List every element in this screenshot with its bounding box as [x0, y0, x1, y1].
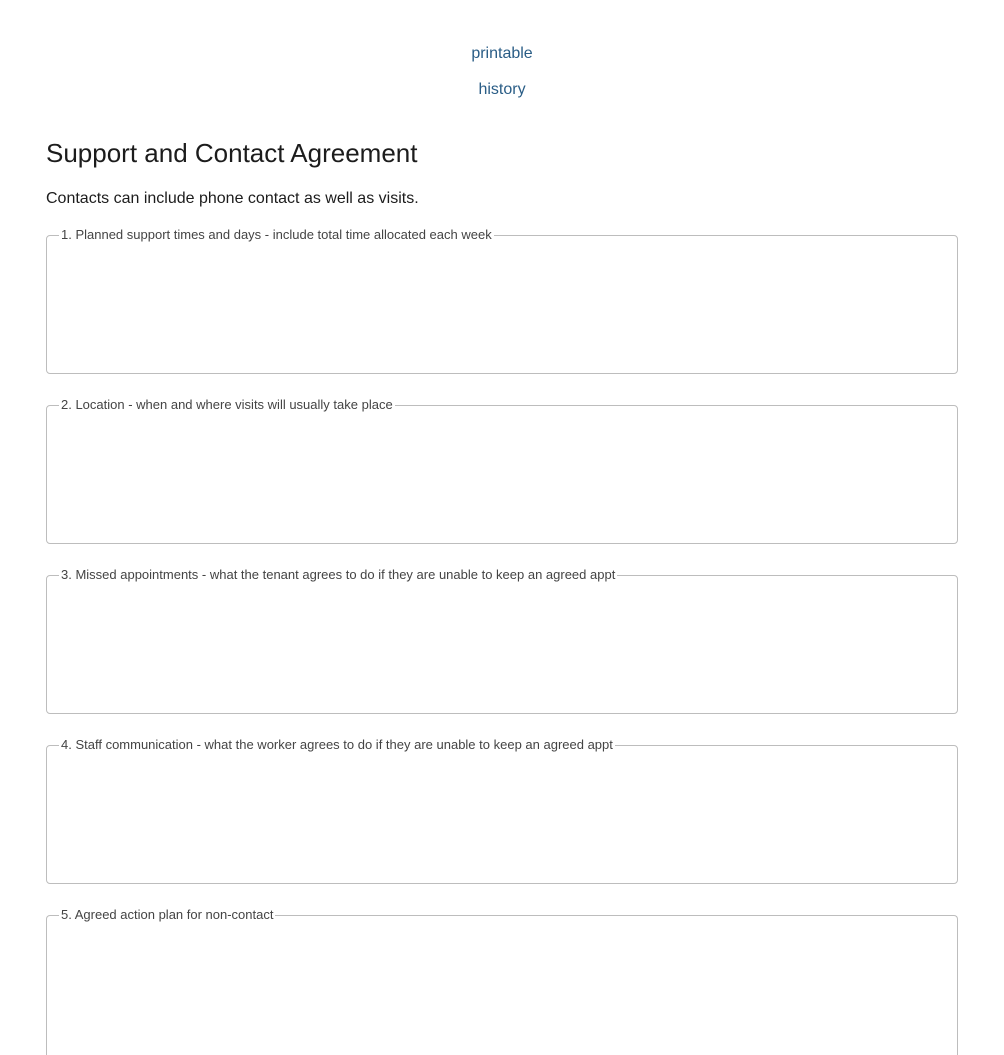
page-title: Support and Contact Agreement [46, 138, 418, 168]
staff-communication-label: 4. Staff communication - what the worker agrees to do if they are unable to keep an agreed appt [61, 737, 613, 752]
staff-communication-input[interactable] [55, 760, 949, 875]
printable-link[interactable]: printable [471, 45, 533, 62]
planned-support-input[interactable] [55, 250, 949, 365]
location-input[interactable] [55, 420, 949, 535]
intro-text: Contacts can include phone contact as well as visits. [46, 190, 419, 207]
location-label: 2. Location - when and where visits will usually take place [61, 397, 393, 412]
location-field [46, 397, 958, 544]
missed-appointments-input[interactable] [55, 590, 949, 705]
action-plan-input[interactable] [55, 930, 949, 1047]
planned-support-label: 1. Planned support times and days - include total time allocated each week [61, 227, 492, 242]
staff-communication-field [46, 737, 958, 884]
action-plan-field [46, 907, 958, 1055]
action-plan-label: 5. Agreed action plan for non-contact [61, 907, 274, 922]
missed-appointments-field [46, 567, 958, 714]
history-link[interactable]: history [478, 81, 526, 98]
planned-support-field [46, 227, 958, 374]
missed-appointments-label: 3. Missed appointments - what the tenant agrees to do if they are unable to keep an agreed appt [61, 567, 616, 582]
